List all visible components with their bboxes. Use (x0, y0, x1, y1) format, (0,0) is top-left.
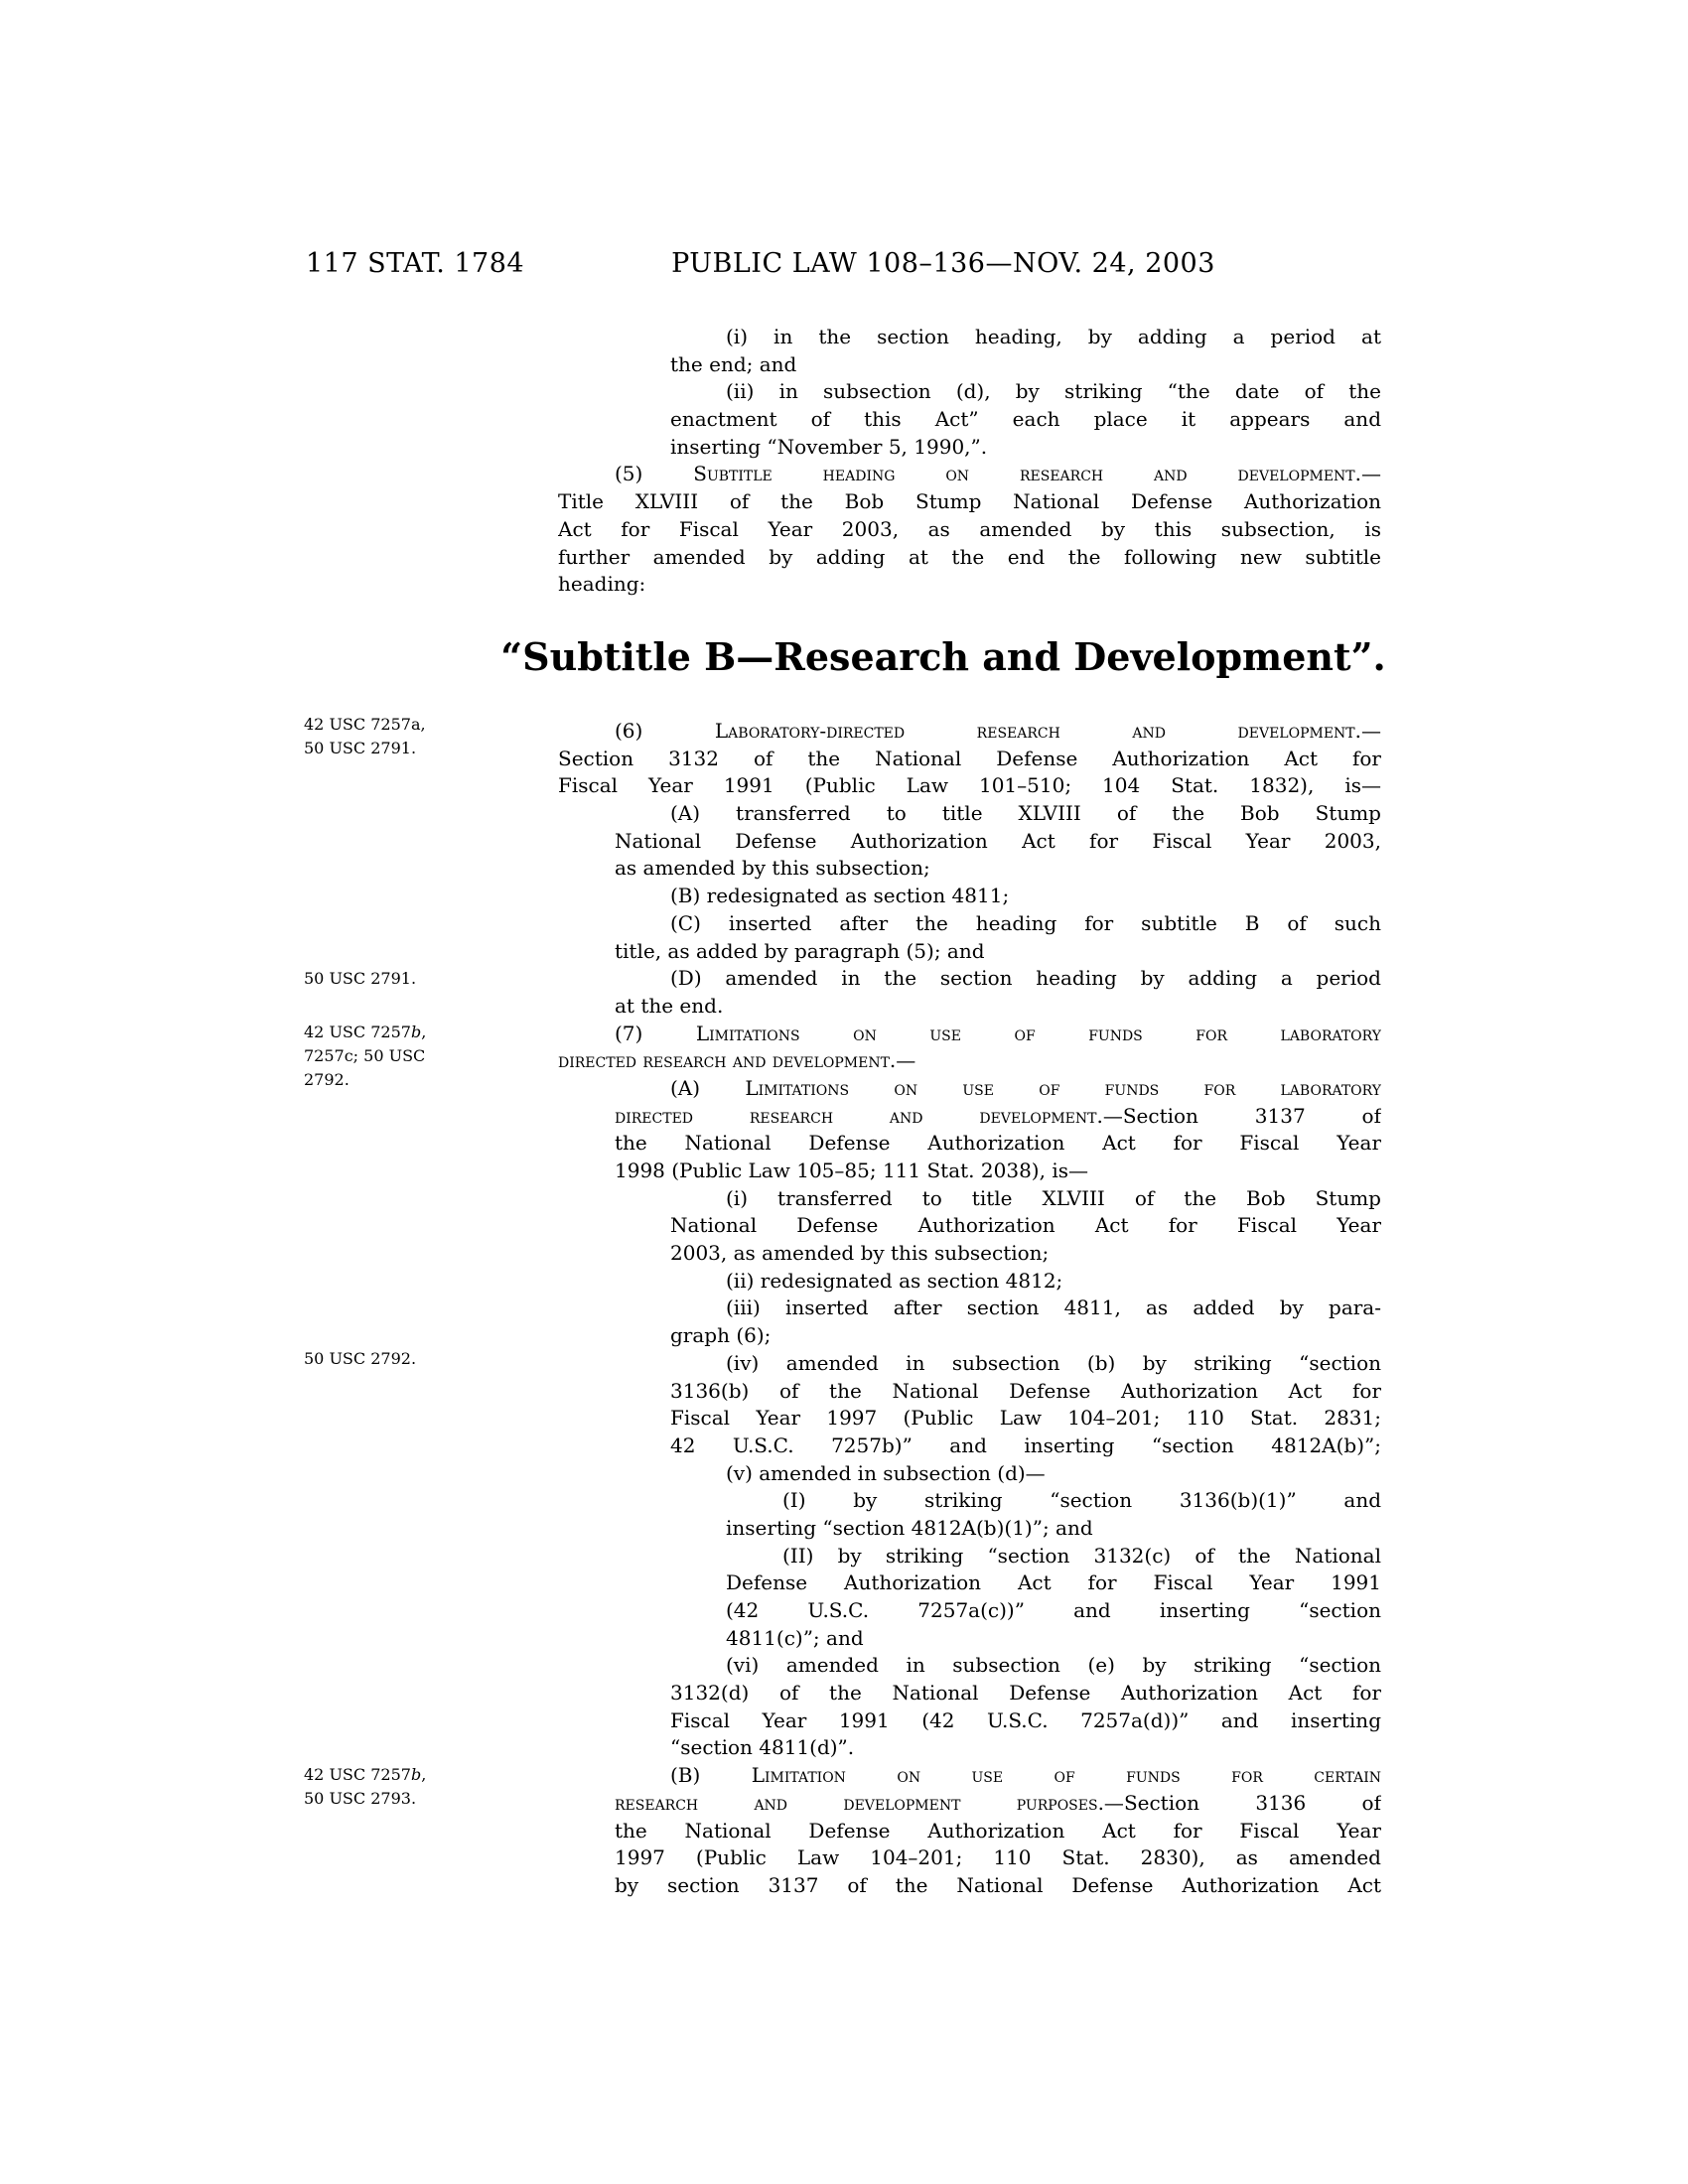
margin-note-line (304, 1044, 537, 1068)
text-segment: (A) (670, 1075, 746, 1100)
body-line (558, 1322, 1381, 1350)
body-line (558, 993, 1381, 1021)
margin-note-line (304, 1763, 537, 1787)
text-segment: Fiscal Year 1991 (42 U.S.C. 7257a(d))” and inserting (670, 1707, 1381, 1732)
body-line (558, 1075, 1381, 1103)
body-line (558, 1158, 1381, 1185)
body-line (558, 1597, 1381, 1625)
body-line (558, 1295, 1381, 1322)
text-segment: the National Defense Authorization Act for Fiscal Year (615, 1818, 1381, 1843)
body-line (558, 1515, 1381, 1543)
text-segment: 1997 (Public Law 104–201; 110 Stat. 2830), as amended (615, 1845, 1381, 1870)
text-segment: graph (6); (670, 1323, 772, 1348)
text-segment: Act for Fiscal Year 2003, as amended by this subsection, is (558, 516, 1381, 541)
text-segment: (5) (615, 462, 694, 486)
usc-margin-note (304, 967, 537, 991)
text-segment: (vi) amended in subsection (e) by striking “section (726, 1653, 1381, 1678)
text-segment: title, as added by paragraph (5); and (615, 938, 985, 963)
text-segment: as amended by this subsection; (615, 856, 930, 881)
text-segment: (i) in the section heading, by adding a period at (726, 325, 1381, 348)
body-line (558, 1103, 1381, 1131)
text-segment: enactment of this Act” each place it appears and (670, 407, 1381, 432)
body-line (558, 1047, 1381, 1075)
text-segment: by section 3137 of the National Defense Authorization Act (615, 1872, 1381, 1897)
margin-note-line (304, 1787, 537, 1811)
text-segment: (B) (670, 1763, 752, 1788)
text-segment: inserting “November 5, 1990,”. (670, 434, 988, 459)
text-segment: (iv) amended in subsection (b) by striking “section (726, 1350, 1381, 1375)
text-segment: , (421, 1023, 427, 1041)
body-line (558, 910, 1381, 938)
text-segment: 50 USC 2793. (304, 1789, 417, 1808)
text-segment: the National Defense Authorization Act for Fiscal Year (615, 1131, 1381, 1156)
text-segment: (ii) redesignated as section 4812; (726, 1268, 1063, 1293)
body-line (558, 324, 1381, 351)
body-line (558, 828, 1381, 856)
text-segment: Fiscal Year 1991 (Public Law 101–510; 104 Stat. 1832), is— (558, 773, 1381, 798)
text-segment: 50 USC 2792. (304, 1349, 417, 1368)
body-line (558, 746, 1381, 773)
text-segment: “section 4811(d)”. (670, 1735, 855, 1760)
body-line (558, 1350, 1381, 1378)
body-line (558, 1021, 1381, 1048)
body-line (558, 1212, 1381, 1240)
text-segment: Limitations on use of funds for laboratory (695, 1021, 1381, 1045)
law-header-title: PUBLIC LAW 108–136—NOV. 24, 2003 (671, 248, 1215, 279)
text-segment: 50 USC 2791. (304, 739, 417, 757)
text-segment: (i) transferred to title XLVIII of the Bob Stump (726, 1185, 1381, 1210)
body-line (558, 1625, 1381, 1653)
text-segment: 7257c; 50 USC (304, 1046, 426, 1065)
text-segment: further amended by adding at the end the following new subtitle (558, 544, 1381, 569)
body-line (558, 1844, 1381, 1872)
body-line (558, 1762, 1381, 1790)
body-block-1 (558, 324, 1381, 599)
text-segment: (ii) in subsection (d), by striking “the date of the (726, 379, 1381, 404)
text-segment: 3132(d) of the National Defense Authorization Act for (670, 1681, 1381, 1706)
text-segment: (v) amended in subsection (d)— (726, 1460, 1046, 1485)
body-line (558, 1185, 1381, 1213)
body-line (558, 1707, 1381, 1735)
text-segment: 4811(c)”; and (726, 1625, 864, 1650)
text-segment: (B) redesignated as section 4811; (670, 884, 1010, 908)
text-segment: b (410, 1765, 422, 1784)
text-segment: research and development purposes.— (615, 1790, 1124, 1815)
text-segment: directed research and development.— (558, 1048, 916, 1073)
body-line (558, 1680, 1381, 1707)
text-segment: 3136(b) of the National Defense Authorization Act for (670, 1378, 1381, 1403)
text-segment: (C) inserted after the heading for subtitle B of such (670, 910, 1381, 935)
text-segment: Limitation on use of funds for certain (751, 1763, 1381, 1788)
body-line (558, 406, 1381, 434)
body-line (558, 1818, 1381, 1845)
text-segment: at the end. (615, 993, 724, 1018)
text-segment: Defense Authorization Act for Fiscal Year 1991 (726, 1570, 1381, 1595)
text-segment: 1998 (Public Law 105–85; 111 Stat. 2038), is— (615, 1159, 1088, 1182)
body-line (558, 1240, 1381, 1268)
body-line (558, 718, 1381, 746)
body-line (558, 1543, 1381, 1570)
text-segment: (I) by striking “section 3136(b)(1)” and (782, 1488, 1381, 1513)
body-line (558, 1570, 1381, 1597)
text-segment: 42 USC 7257 (304, 1765, 411, 1784)
margin-note-line (304, 1021, 537, 1044)
body-line (558, 1378, 1381, 1406)
text-segment: Limitations on use of funds for laboratory (745, 1075, 1381, 1100)
text-segment: 42 U.S.C. 7257b)” and inserting “section 4812A(b)”; (670, 1433, 1381, 1457)
margin-note-line (304, 967, 537, 991)
text-segment: 42 USC 7257a, (304, 715, 426, 734)
text-segment: Laboratory-directed research and development.— (714, 719, 1381, 743)
body-line (558, 938, 1381, 966)
text-segment: 42 USC 7257 (304, 1023, 411, 1041)
body-line (558, 855, 1381, 883)
text-segment: (iii) inserted after section 4811, as added by para- (726, 1296, 1381, 1320)
text-segment: (7) (615, 1021, 696, 1045)
text-segment: b (410, 1023, 422, 1041)
text-segment: Subtitle heading on research and development.— (693, 462, 1381, 486)
body-line (558, 1405, 1381, 1433)
text-segment: (D) amended in the section heading by adding a period (670, 966, 1381, 991)
usc-margin-note (304, 713, 537, 760)
text-segment: (II) by striking “section 3132(c) of the National (782, 1543, 1381, 1568)
text-segment: Title XLVIII of the Bob Stump National Defense Authorization (558, 489, 1381, 514)
text-segment: 50 USC 2791. (304, 969, 417, 988)
body-line (558, 1268, 1381, 1296)
body-line (558, 1130, 1381, 1158)
body-line (558, 351, 1381, 379)
text-segment: Section 3137 of (1122, 1103, 1381, 1128)
text-segment: heading: (558, 572, 646, 597)
usc-margin-note (304, 1347, 537, 1371)
body-line (558, 434, 1381, 462)
margin-note-line (304, 737, 537, 760)
usc-margin-note (304, 1021, 537, 1092)
body-line (558, 1734, 1381, 1762)
body-line (558, 461, 1381, 488)
body-line (558, 1652, 1381, 1680)
text-segment: Section 3132 of the National Defense Authorization Act for (558, 746, 1381, 770)
text-segment: Fiscal Year 1997 (Public Law 104–201; 110 Stat. 2831; (670, 1406, 1381, 1431)
text-segment: 2003, as amended by this subsection; (670, 1241, 1050, 1266)
margin-note-line (304, 1068, 537, 1092)
body-block-2 (558, 718, 1381, 1900)
body-line (558, 965, 1381, 993)
body-line (558, 516, 1381, 544)
body-line (558, 883, 1381, 910)
body-line (558, 1487, 1381, 1515)
text-segment: National Defense Authorization Act for Fiscal Year (670, 1213, 1381, 1238)
body-line (558, 544, 1381, 572)
body-line (558, 1460, 1381, 1488)
body-line (558, 800, 1381, 828)
text-segment: (42 U.S.C. 7257a(c))” and inserting “section (726, 1598, 1381, 1622)
body-line (558, 1433, 1381, 1460)
text-segment: , (421, 1765, 427, 1784)
text-segment: directed research and development.— (615, 1103, 1123, 1128)
margin-note-line (304, 713, 537, 737)
subtitle-b-heading: “Subtitle B—Research and Development”. (500, 634, 1386, 679)
text-segment: the end; and (670, 351, 797, 376)
text-segment: (A) transferred to title XLVIII of the Bob Stump (670, 801, 1381, 826)
text-segment: 2792. (304, 1070, 350, 1089)
text-segment: Section 3136 of (1123, 1790, 1381, 1815)
body-line (558, 1872, 1381, 1900)
body-line (558, 772, 1381, 800)
body-line (558, 488, 1381, 516)
text-segment: (6) (615, 719, 715, 743)
body-line (558, 378, 1381, 406)
margin-note-line (304, 1347, 537, 1371)
text-segment: inserting “section 4812A(b)(1)”; and (726, 1515, 1093, 1540)
usc-margin-note (304, 1763, 537, 1811)
text-segment: National Defense Authorization Act for Fiscal Year 2003, (615, 828, 1381, 853)
stat-page-number: 117 STAT. 1784 (306, 248, 525, 279)
body-line (558, 1790, 1381, 1818)
body-line (558, 571, 1381, 599)
